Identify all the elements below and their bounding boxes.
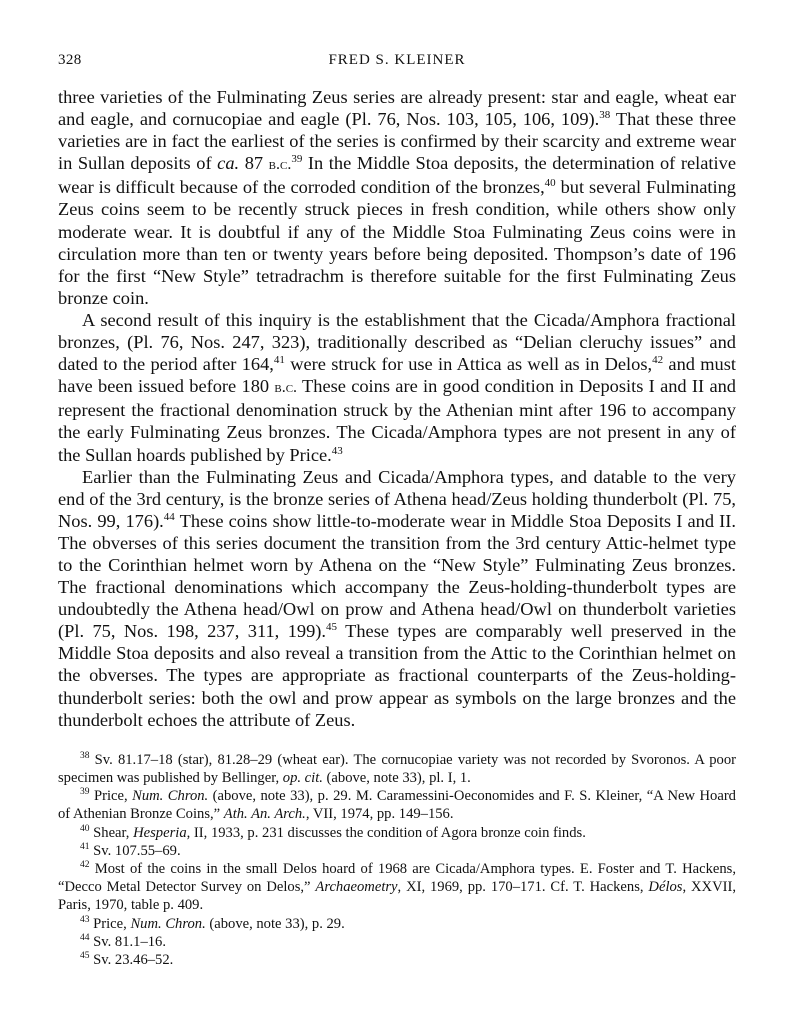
- footnote: [58, 860, 736, 915]
- text-run: were struck for use in Attica as well as in Delos,: [284, 354, 653, 375]
- footnote-number: 44: [80, 932, 90, 943]
- italic-text: Num. Chron.: [130, 915, 206, 932]
- text-run: In the Middle Stoa deposits, the determination of relative wear is difficult because of the corroded condition of the bronzes,: [58, 153, 736, 198]
- text-run: Earlier than the Fulminating Zeus and Cicada/Amphora types, and datable to the very end of the 3rd century, is the bronze series of Athena head/Zeus holding thunderbolt (Pl. 75, Nos. 99, 176).: [58, 466, 736, 531]
- italic-text: Délos: [648, 879, 683, 896]
- footnote: [58, 787, 736, 823]
- italic-text: Archaeometry: [315, 879, 398, 896]
- text-run: Price,: [93, 915, 131, 932]
- paragraph: [58, 466, 736, 731]
- small-caps-text: b.c.: [268, 156, 292, 174]
- text-run: , VII, 1974, pp. 149–156.: [305, 806, 454, 823]
- italic-text: op. cit.: [282, 769, 323, 786]
- text-run: 87: [239, 153, 269, 174]
- text-run: Most of the coins in the small Delos hoard of 1968 are Cicada/Amphora types. E. Foster and T. Hackens, “Decco Metal Detector Survey on Delos,”: [58, 860, 736, 896]
- italic-text: Num. Chron.: [132, 788, 209, 805]
- footnote-ref: 38: [599, 108, 611, 121]
- footnotes: [58, 751, 736, 969]
- footnote: [58, 842, 736, 860]
- footnote-ref: 40: [544, 177, 556, 190]
- small-caps-text: b.c.: [274, 379, 298, 397]
- footnote-ref: 44: [163, 510, 175, 523]
- italic-text: Ath. An. Arch.: [223, 806, 306, 823]
- footnote: [58, 951, 736, 969]
- footnote-ref: 41: [273, 354, 285, 366]
- footnote-number: 41: [80, 841, 90, 852]
- page: [58, 52, 736, 969]
- text-run: Shear,: [93, 824, 134, 841]
- text-run: , XI, 1969, pp. 170–171. Cf. T. Hackens,: [397, 879, 649, 896]
- footnote-ref: 45: [326, 621, 338, 634]
- paragraph: [58, 309, 736, 466]
- footnote: [58, 824, 736, 842]
- footnote: [58, 915, 736, 933]
- italic-text: ca.: [217, 153, 240, 174]
- text-run: Sv. 107.55–69.: [93, 842, 181, 859]
- footnote-number: 38: [80, 750, 90, 761]
- footnote-number: 45: [80, 951, 90, 962]
- page-number: 328: [58, 52, 82, 68]
- text-run: These coins show little-to-moderate wear in Middle Stoa Deposits I and II. The obverses of this series document the transition from the 3rd century Attic-helmet type to the Corinthian helmet worn by Athena on the “New Style” Fulminating Zeus bronzes. The fractional denominations which accompany the Zeus-holding-thunderbolt types are undoubtedly the Athena head/Owl on prow and Athena head/Owl on thunderbolt varieties (Pl. 75, Nos. 198, 237, 311, 199).: [58, 510, 736, 642]
- text-run: (above, note 33), p. 29. M. Caramessini-Oeconomides and F. S. Kleiner, “A New Hoard of Athenian Bronze Coins,”: [58, 788, 736, 823]
- footnote-number: 42: [80, 860, 90, 871]
- running-title: FRED S. KLEINER: [328, 52, 466, 68]
- text-run: Price,: [93, 788, 133, 805]
- text-run: That these three varieties are in fact the earliest of the series is confirmed by their scarcity and extreme wear in Sullan deposits of: [58, 109, 737, 174]
- footnote-ref: 43: [331, 444, 343, 457]
- footnote: [58, 933, 736, 951]
- footnote-number: 43: [80, 914, 90, 925]
- page-header: [58, 52, 736, 74]
- footnote-ref: 42: [652, 354, 664, 366]
- footnote-ref: 39: [291, 153, 303, 166]
- text-run: (above, note 33), p. 29.: [205, 915, 345, 932]
- text-run: Sv. 23.46–52.: [93, 951, 174, 968]
- text-run: three varieties of the Fulminating Zeus series are already present: star and eagle, wheat ear and eagle, and cornucopiae and eagle (Pl. 76, Nos. 103, 105, 106, 109).: [58, 87, 736, 130]
- text-run: These types are comparably well preserved in the Middle Stoa deposits and also reveal a transition from the Attic to the Corinthian helmet on the obverses. The types are appropriate as fractional counterparts of the Zeus-holding-thunderbolt series: both the owl and prow appear as symbols on the large bronzes and the thunderbolt echoes the attribute of Zeus.: [58, 621, 736, 730]
- text-run: (above, note 33), pl. I, 1.: [322, 769, 471, 786]
- text-run: Sv. 81.17–18 (star), 81.28–29 (wheat ear). The cornucopiae variety was not recorded by Svoronos. A poor specimen was published by Bellinger,: [58, 751, 736, 786]
- text-run: , II, 1933, p. 231 discusses the condition of Agora bronze coin finds.: [186, 824, 586, 841]
- text-run: , XXVII, Paris, 1970, table p. 409.: [58, 879, 736, 914]
- text-run: A second result of this inquiry is the establishment that the Cicada/Amphora fractional bronzes, (Pl. 76, Nos. 247, 323), traditionally described as “Delian cleruchy issues” and dated to the period after 164,: [58, 309, 736, 375]
- paragraph: [58, 86, 736, 309]
- text-run: These coins are in good condition in Deposits I and II and represent the fractional denomination struck by the Athenian mint after 196 to accompany the early Fulminating Zeus bronzes. The Cicada/Amphora types are not present in any of the Sullan hoards published by Price.: [58, 376, 736, 465]
- text-run: Sv. 81.1–16.: [93, 933, 166, 950]
- italic-text: Hesperia: [133, 824, 187, 841]
- footnote-number: 39: [80, 787, 90, 798]
- footnote-number: 40: [80, 823, 90, 834]
- body-text: [58, 86, 736, 731]
- footnote: [58, 751, 736, 787]
- text-run: and must have been issued before 180: [58, 354, 737, 397]
- text-run: but several Fulminating Zeus coins seem to be recently struck pieces in fresh condition, while others show only moderate wear. It is doubtful if any of the Middle Stoa Fulminating Zeus coins were in circulation more than ten or twenty years before being deposited. Thompson’s date of 196 for the first “New Style” tetradrachm is therefore suitable for the first Fulminating Zeus bronze coin.: [58, 177, 736, 308]
